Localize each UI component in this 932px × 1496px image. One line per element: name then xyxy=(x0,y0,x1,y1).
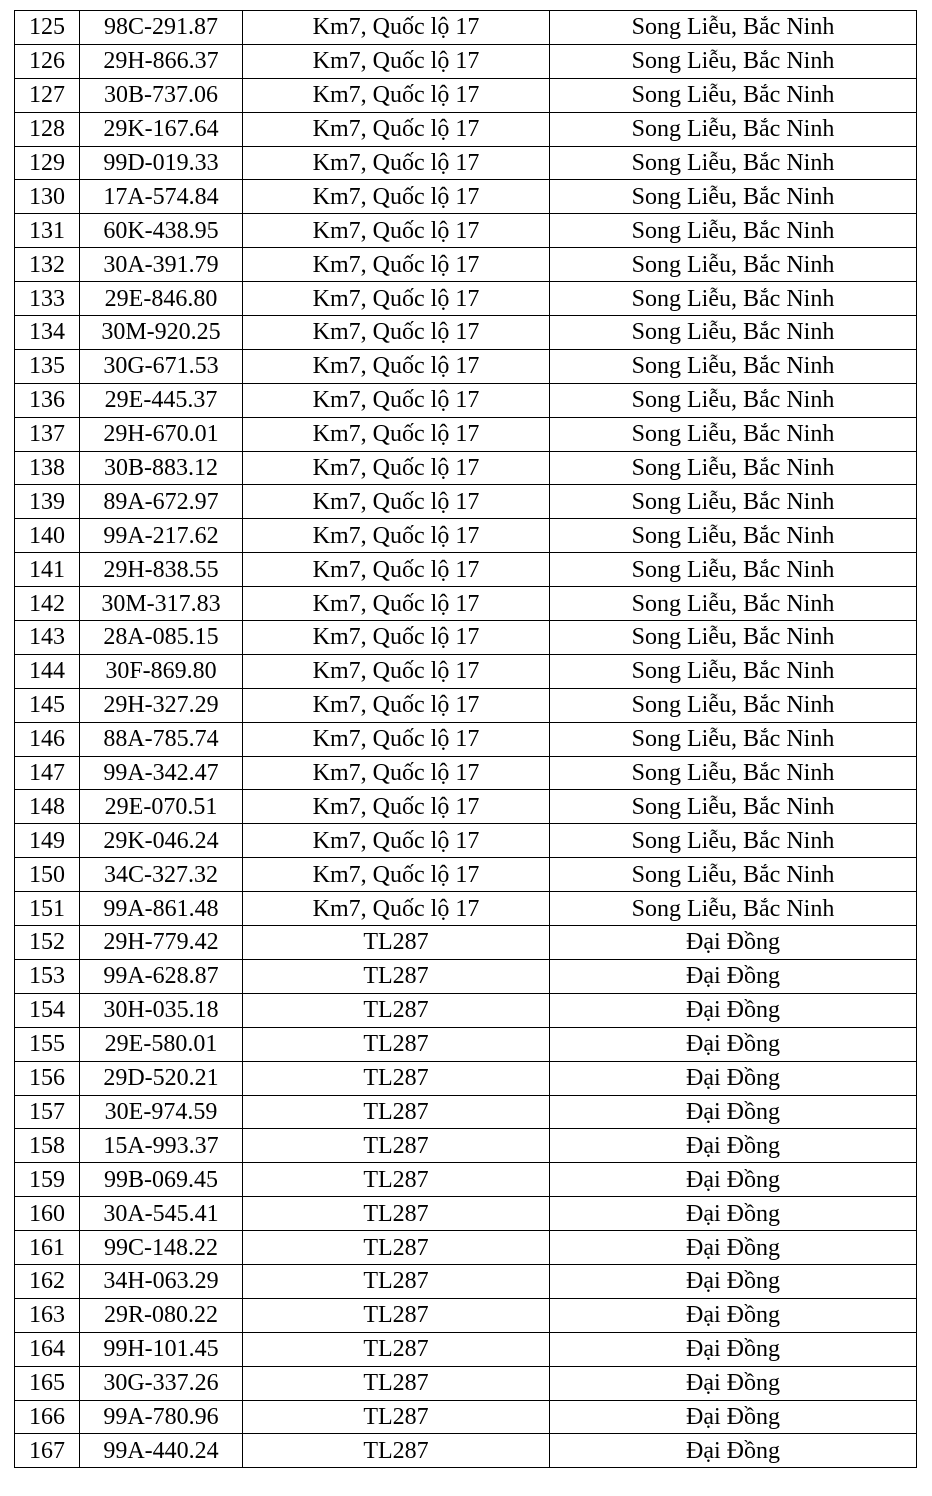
plate-number-cell: 30E-974.59 xyxy=(80,1095,243,1129)
area-cell: Song Liễu, Bắc Ninh xyxy=(550,587,917,621)
area-cell: Song Liễu, Bắc Ninh xyxy=(550,44,917,78)
location-cell: Km7, Quốc lộ 17 xyxy=(243,756,550,790)
location-cell: Km7, Quốc lộ 17 xyxy=(243,383,550,417)
table-row xyxy=(15,11,917,45)
location-cell: Km7, Quốc lộ 17 xyxy=(243,146,550,180)
table-row xyxy=(15,214,917,248)
row-number-cell: 129 xyxy=(15,146,80,180)
row-number-cell: 160 xyxy=(15,1197,80,1231)
plate-number-cell: 30B-883.12 xyxy=(80,451,243,485)
area-cell: Song Liễu, Bắc Ninh xyxy=(550,519,917,553)
area-cell: Đại Đồng xyxy=(550,1129,917,1163)
row-number-cell: 136 xyxy=(15,383,80,417)
row-number-cell: 134 xyxy=(15,316,80,350)
area-cell: Đại Đồng xyxy=(550,1298,917,1332)
row-number-cell: 147 xyxy=(15,756,80,790)
table-row xyxy=(15,959,917,993)
plate-number-cell: 29H-866.37 xyxy=(80,44,243,78)
row-number-cell: 149 xyxy=(15,824,80,858)
plate-number-cell: 29E-846.80 xyxy=(80,282,243,316)
table-row xyxy=(15,1434,917,1468)
location-cell: TL287 xyxy=(243,1400,550,1434)
row-number-cell: 144 xyxy=(15,654,80,688)
plate-number-cell: 99A-628.87 xyxy=(80,959,243,993)
plate-number-cell: 30M-317.83 xyxy=(80,587,243,621)
plate-number-cell: 30F-869.80 xyxy=(80,654,243,688)
plate-number-cell: 29R-080.22 xyxy=(80,1298,243,1332)
location-cell: TL287 xyxy=(243,926,550,960)
location-cell: TL287 xyxy=(243,1129,550,1163)
location-cell: TL287 xyxy=(243,959,550,993)
table-row xyxy=(15,587,917,621)
table-row xyxy=(15,1264,917,1298)
plate-number-cell: 34H-063.29 xyxy=(80,1264,243,1298)
plate-number-cell: 29E-580.01 xyxy=(80,1027,243,1061)
row-number-cell: 154 xyxy=(15,993,80,1027)
area-cell: Song Liễu, Bắc Ninh xyxy=(550,485,917,519)
plate-number-cell: 29H-670.01 xyxy=(80,417,243,451)
location-cell: Km7, Quốc lộ 17 xyxy=(243,78,550,112)
table-row xyxy=(15,417,917,451)
location-cell: Km7, Quốc lộ 17 xyxy=(243,248,550,282)
table-row xyxy=(15,1129,917,1163)
table-row xyxy=(15,1366,917,1400)
location-cell: TL287 xyxy=(243,1163,550,1197)
location-cell: Km7, Quốc lộ 17 xyxy=(243,654,550,688)
row-number-cell: 150 xyxy=(15,858,80,892)
row-number-cell: 138 xyxy=(15,451,80,485)
row-number-cell: 163 xyxy=(15,1298,80,1332)
location-cell: TL287 xyxy=(243,1366,550,1400)
plate-number-cell: 30H-035.18 xyxy=(80,993,243,1027)
table-row xyxy=(15,1061,917,1095)
table-row xyxy=(15,1027,917,1061)
area-cell: Song Liễu, Bắc Ninh xyxy=(550,621,917,655)
table-row xyxy=(15,756,917,790)
location-cell: Km7, Quốc lộ 17 xyxy=(243,316,550,350)
plate-number-cell: 15A-993.37 xyxy=(80,1129,243,1163)
plate-number-cell: 30M-920.25 xyxy=(80,316,243,350)
area-cell: Đại Đồng xyxy=(550,926,917,960)
area-cell: Đại Đồng xyxy=(550,1061,917,1095)
table-row xyxy=(15,1163,917,1197)
plate-number-cell: 29K-046.24 xyxy=(80,824,243,858)
location-cell: Km7, Quốc lộ 17 xyxy=(243,282,550,316)
location-cell: TL287 xyxy=(243,1264,550,1298)
location-cell: TL287 xyxy=(243,993,550,1027)
location-cell: Km7, Quốc lộ 17 xyxy=(243,790,550,824)
table-row xyxy=(15,282,917,316)
area-cell: Đại Đồng xyxy=(550,1332,917,1366)
row-number-cell: 142 xyxy=(15,587,80,621)
plate-number-cell: 29D-520.21 xyxy=(80,1061,243,1095)
plate-number-cell: 99B-069.45 xyxy=(80,1163,243,1197)
area-cell: Song Liễu, Bắc Ninh xyxy=(550,858,917,892)
area-cell: Đại Đồng xyxy=(550,1163,917,1197)
location-cell: TL287 xyxy=(243,1061,550,1095)
area-cell: Đại Đồng xyxy=(550,1434,917,1468)
row-number-cell: 161 xyxy=(15,1231,80,1265)
area-cell: Song Liễu, Bắc Ninh xyxy=(550,417,917,451)
row-number-cell: 130 xyxy=(15,180,80,214)
table-row xyxy=(15,485,917,519)
plate-number-cell: 89A-672.97 xyxy=(80,485,243,519)
plate-number-cell: 29H-779.42 xyxy=(80,926,243,960)
table-row xyxy=(15,1231,917,1265)
plate-number-cell: 29K-167.64 xyxy=(80,112,243,146)
area-cell: Song Liễu, Bắc Ninh xyxy=(550,892,917,926)
plate-number-cell: 29E-070.51 xyxy=(80,790,243,824)
table-row xyxy=(15,180,917,214)
location-cell: Km7, Quốc lộ 17 xyxy=(243,553,550,587)
area-cell: Song Liễu, Bắc Ninh xyxy=(550,383,917,417)
plate-number-cell: 28A-085.15 xyxy=(80,621,243,655)
location-cell: TL287 xyxy=(243,1027,550,1061)
row-number-cell: 126 xyxy=(15,44,80,78)
plate-number-cell: 99A-440.24 xyxy=(80,1434,243,1468)
location-cell: TL287 xyxy=(243,1197,550,1231)
row-number-cell: 167 xyxy=(15,1434,80,1468)
area-cell: Đại Đồng xyxy=(550,1231,917,1265)
table-row xyxy=(15,1298,917,1332)
table-row xyxy=(15,349,917,383)
plate-number-cell: 29E-445.37 xyxy=(80,383,243,417)
plate-number-cell: 99H-101.45 xyxy=(80,1332,243,1366)
plate-number-cell: 99A-217.62 xyxy=(80,519,243,553)
location-cell: Km7, Quốc lộ 17 xyxy=(243,485,550,519)
violation-table xyxy=(14,10,917,1468)
row-number-cell: 166 xyxy=(15,1400,80,1434)
area-cell: Song Liễu, Bắc Ninh xyxy=(550,722,917,756)
location-cell: Km7, Quốc lộ 17 xyxy=(243,44,550,78)
location-cell: Km7, Quốc lộ 17 xyxy=(243,587,550,621)
area-cell: Song Liễu, Bắc Ninh xyxy=(550,824,917,858)
location-cell: Km7, Quốc lộ 17 xyxy=(243,214,550,248)
area-cell: Song Liễu, Bắc Ninh xyxy=(550,688,917,722)
area-cell: Song Liễu, Bắc Ninh xyxy=(550,146,917,180)
table-row xyxy=(15,1197,917,1231)
table-row xyxy=(15,790,917,824)
location-cell: Km7, Quốc lộ 17 xyxy=(243,824,550,858)
location-cell: Km7, Quốc lộ 17 xyxy=(243,621,550,655)
area-cell: Song Liễu, Bắc Ninh xyxy=(550,451,917,485)
row-number-cell: 165 xyxy=(15,1366,80,1400)
table-row xyxy=(15,892,917,926)
area-cell: Đại Đồng xyxy=(550,1095,917,1129)
location-cell: TL287 xyxy=(243,1095,550,1129)
table-row xyxy=(15,688,917,722)
plate-number-cell: 30G-337.26 xyxy=(80,1366,243,1400)
plate-number-cell: 30A-545.41 xyxy=(80,1197,243,1231)
plate-number-cell: 60K-438.95 xyxy=(80,214,243,248)
row-number-cell: 143 xyxy=(15,621,80,655)
table-row xyxy=(15,553,917,587)
plate-number-cell: 30B-737.06 xyxy=(80,78,243,112)
row-number-cell: 156 xyxy=(15,1061,80,1095)
table-row xyxy=(15,78,917,112)
area-cell: Đại Đồng xyxy=(550,1366,917,1400)
location-cell: Km7, Quốc lộ 17 xyxy=(243,349,550,383)
row-number-cell: 159 xyxy=(15,1163,80,1197)
row-number-cell: 132 xyxy=(15,248,80,282)
area-cell: Đại Đồng xyxy=(550,1400,917,1434)
row-number-cell: 127 xyxy=(15,78,80,112)
plate-number-cell: 17A-574.84 xyxy=(80,180,243,214)
plate-number-cell: 99C-148.22 xyxy=(80,1231,243,1265)
table-row xyxy=(15,519,917,553)
plate-number-cell: 30A-391.79 xyxy=(80,248,243,282)
table-row xyxy=(15,722,917,756)
location-cell: Km7, Quốc lộ 17 xyxy=(243,858,550,892)
row-number-cell: 133 xyxy=(15,282,80,316)
table-row xyxy=(15,1332,917,1366)
area-cell: Song Liễu, Bắc Ninh xyxy=(550,349,917,383)
table-row xyxy=(15,44,917,78)
row-number-cell: 140 xyxy=(15,519,80,553)
location-cell: Km7, Quốc lộ 17 xyxy=(243,112,550,146)
location-cell: TL287 xyxy=(243,1332,550,1366)
area-cell: Song Liễu, Bắc Ninh xyxy=(550,78,917,112)
table-row xyxy=(15,1095,917,1129)
row-number-cell: 157 xyxy=(15,1095,80,1129)
row-number-cell: 125 xyxy=(15,11,80,45)
area-cell: Song Liễu, Bắc Ninh xyxy=(550,11,917,45)
table-row xyxy=(15,926,917,960)
table-body xyxy=(15,11,917,1468)
row-number-cell: 158 xyxy=(15,1129,80,1163)
row-number-cell: 131 xyxy=(15,214,80,248)
plate-number-cell: 29H-838.55 xyxy=(80,553,243,587)
row-number-cell: 145 xyxy=(15,688,80,722)
area-cell: Song Liễu, Bắc Ninh xyxy=(550,180,917,214)
row-number-cell: 164 xyxy=(15,1332,80,1366)
row-number-cell: 135 xyxy=(15,349,80,383)
row-number-cell: 146 xyxy=(15,722,80,756)
plate-number-cell: 29H-327.29 xyxy=(80,688,243,722)
plate-number-cell: 88A-785.74 xyxy=(80,722,243,756)
table-row xyxy=(15,316,917,350)
row-number-cell: 153 xyxy=(15,959,80,993)
area-cell: Song Liễu, Bắc Ninh xyxy=(550,316,917,350)
plate-number-cell: 34C-327.32 xyxy=(80,858,243,892)
plate-number-cell: 30G-671.53 xyxy=(80,349,243,383)
area-cell: Song Liễu, Bắc Ninh xyxy=(550,553,917,587)
plate-number-cell: 99A-861.48 xyxy=(80,892,243,926)
row-number-cell: 137 xyxy=(15,417,80,451)
table-row xyxy=(15,621,917,655)
area-cell: Song Liễu, Bắc Ninh xyxy=(550,756,917,790)
table-row xyxy=(15,654,917,688)
location-cell: Km7, Quốc lộ 17 xyxy=(243,519,550,553)
row-number-cell: 141 xyxy=(15,553,80,587)
location-cell: Km7, Quốc lộ 17 xyxy=(243,180,550,214)
row-number-cell: 148 xyxy=(15,790,80,824)
area-cell: Đại Đồng xyxy=(550,1027,917,1061)
area-cell: Song Liễu, Bắc Ninh xyxy=(550,654,917,688)
table-row xyxy=(15,146,917,180)
location-cell: TL287 xyxy=(243,1231,550,1265)
table-row xyxy=(15,858,917,892)
location-cell: Km7, Quốc lộ 17 xyxy=(243,417,550,451)
table-row xyxy=(15,993,917,1027)
plate-number-cell: 98C-291.87 xyxy=(80,11,243,45)
table-row xyxy=(15,112,917,146)
area-cell: Đại Đồng xyxy=(550,1264,917,1298)
row-number-cell: 128 xyxy=(15,112,80,146)
table-row xyxy=(15,451,917,485)
location-cell: TL287 xyxy=(243,1298,550,1332)
area-cell: Song Liễu, Bắc Ninh xyxy=(550,214,917,248)
location-cell: TL287 xyxy=(243,1434,550,1468)
area-cell: Song Liễu, Bắc Ninh xyxy=(550,282,917,316)
table-row xyxy=(15,824,917,858)
row-number-cell: 152 xyxy=(15,926,80,960)
table-row xyxy=(15,1400,917,1434)
location-cell: Km7, Quốc lộ 17 xyxy=(243,688,550,722)
row-number-cell: 151 xyxy=(15,892,80,926)
table-row xyxy=(15,383,917,417)
row-number-cell: 155 xyxy=(15,1027,80,1061)
row-number-cell: 162 xyxy=(15,1264,80,1298)
location-cell: Km7, Quốc lộ 17 xyxy=(243,11,550,45)
area-cell: Song Liễu, Bắc Ninh xyxy=(550,112,917,146)
location-cell: Km7, Quốc lộ 17 xyxy=(243,451,550,485)
area-cell: Song Liễu, Bắc Ninh xyxy=(550,790,917,824)
area-cell: Đại Đồng xyxy=(550,959,917,993)
area-cell: Song Liễu, Bắc Ninh xyxy=(550,248,917,282)
area-cell: Đại Đồng xyxy=(550,1197,917,1231)
location-cell: Km7, Quốc lộ 17 xyxy=(243,892,550,926)
plate-number-cell: 99A-780.96 xyxy=(80,1400,243,1434)
location-cell: Km7, Quốc lộ 17 xyxy=(243,722,550,756)
area-cell: Đại Đồng xyxy=(550,993,917,1027)
table-row xyxy=(15,248,917,282)
plate-number-cell: 99A-342.47 xyxy=(80,756,243,790)
row-number-cell: 139 xyxy=(15,485,80,519)
plate-number-cell: 99D-019.33 xyxy=(80,146,243,180)
